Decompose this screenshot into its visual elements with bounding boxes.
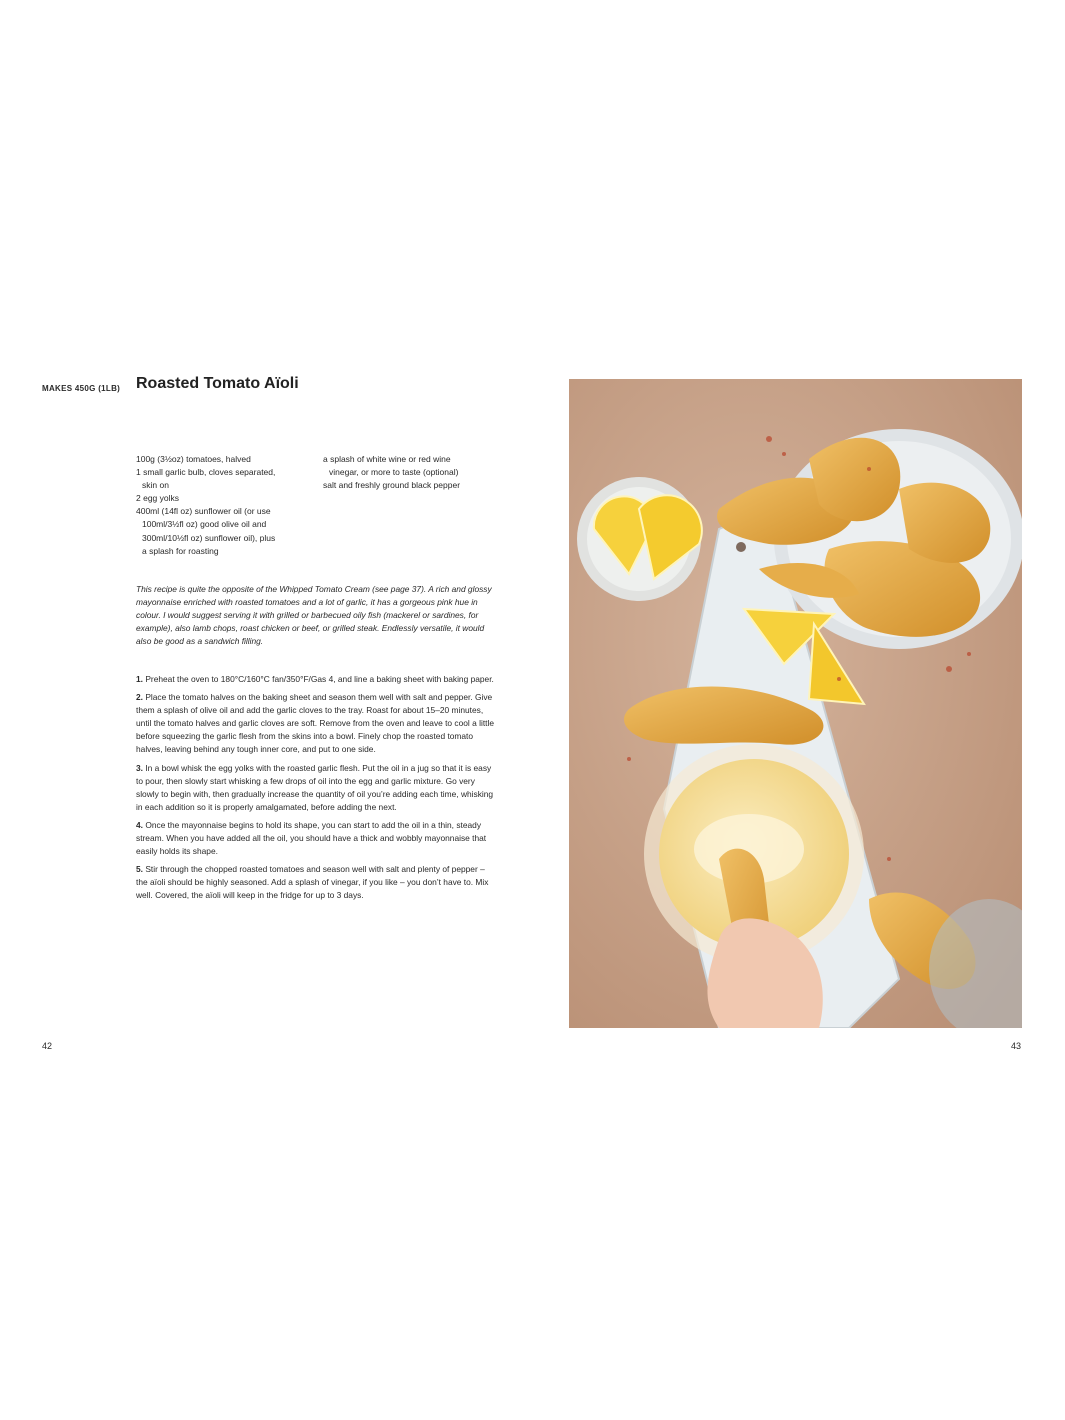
- recipe-title: Roasted Tomato Aïoli: [136, 375, 299, 392]
- ingredient-line: a splash of white wine or red wine: [323, 454, 451, 464]
- method-step: [136, 762, 496, 814]
- method-step: [136, 691, 496, 756]
- step-number: 4.: [136, 819, 143, 830]
- ingredient-line: 2 egg yolks: [136, 493, 179, 504]
- step-text: Place the tomato halves on the baking sheet and season them well with salt and pepper. Give them a splash of olive oil and add the garlic cloves to the tray. Roast for about 15–20 minutes, until the tomato halves and garlic cloves are soft. Remove from the oven and leave to cool a little before squeezing the garlic flesh from the skins into a bowl. Finely chop the roasted tomato halves, leaving behind any tough inner core, and put to one side.: [136, 692, 494, 755]
- recipe-photo: [569, 379, 1022, 1028]
- step-number: 3.: [136, 762, 143, 773]
- method-steps: [136, 673, 496, 908]
- ingredient-line: 1 small garlic bulb, cloves separated,: [136, 467, 276, 478]
- step-text: Once the mayonnaise begins to hold its shape, you can start to add the oil in a thin, steady stream. When you have added all the oil, you should have a thick and wobbly mayonnaise that easily holds its shape.: [136, 819, 487, 857]
- ingredient-line: skin on: [142, 480, 169, 491]
- step-number: 5.: [136, 864, 143, 875]
- step-text: Stir through the chopped roasted tomatoes and season well with salt and plenty of pepper – the aïoli should be highly seasoned. Add a splash of vinegar, if you like – you don’t have to. Mix well. Covered, the aïoli will keep in the fridge for up to 3 days.: [136, 864, 489, 901]
- ingredient-line: salt and freshly ground black pepper: [323, 480, 461, 491]
- ingredients-left-column: [136, 453, 311, 558]
- recipe-intro: This recipe is quite the opposite of the Whipped Tomato Cream (see page 37). A rich and glossy mayonnaise enriched with roasted tomatoes and a lot of garlic, it has a gorgeous pink hue in colour. I would suggest serving it with grilled or barbecued oily fish (mackerel or sardines, for example), also lamb chops, roast chicken or beef, or grilled steak. Endlessly versatile, it would also be good as a sandwich filling.: [136, 584, 492, 647]
- step-text: In a bowl whisk the egg yolks with the roasted garlic flesh. Put the oil in a jug so that it is easy to pour, then slowly start whisking a few drops of oil into the egg and garlic mixture. Go very slowly to begin with, then gradually increase the quantity of oil you’re adding each time, whisking in each addition so it is properly amalgamated, before adding the next.: [136, 762, 494, 812]
- page-number-left: 42: [42, 1041, 53, 1051]
- step-number: 1.: [136, 674, 143, 684]
- ingredients-right-column: [323, 453, 488, 492]
- ingredient-line: vinegar, or more to taste (optional): [329, 467, 459, 478]
- method-step: [136, 819, 496, 858]
- ingredient-line: 100ml/3½fl oz) good olive oil and: [142, 519, 267, 530]
- makes-label: MAKES 450G (1LB): [42, 384, 121, 393]
- step-text: Preheat the oven to 180°C/160°C fan/350°F/Gas 4, and line a baking sheet with baking paper.: [145, 674, 494, 684]
- page-number-right: 43: [1011, 1041, 1022, 1051]
- ingredient-line: 100g (3½oz) tomatoes, halved: [136, 454, 251, 464]
- ingredient-line: 400ml (14fl oz) sunflower oil (or use: [136, 506, 271, 517]
- ingredient-line: 300ml/10½fl oz) sunflower oil), plus: [142, 532, 276, 543]
- method-step: [136, 673, 496, 686]
- method-step: [136, 863, 496, 902]
- ingredient-line: a splash for roasting: [142, 545, 219, 556]
- step-number: 2.: [136, 692, 143, 703]
